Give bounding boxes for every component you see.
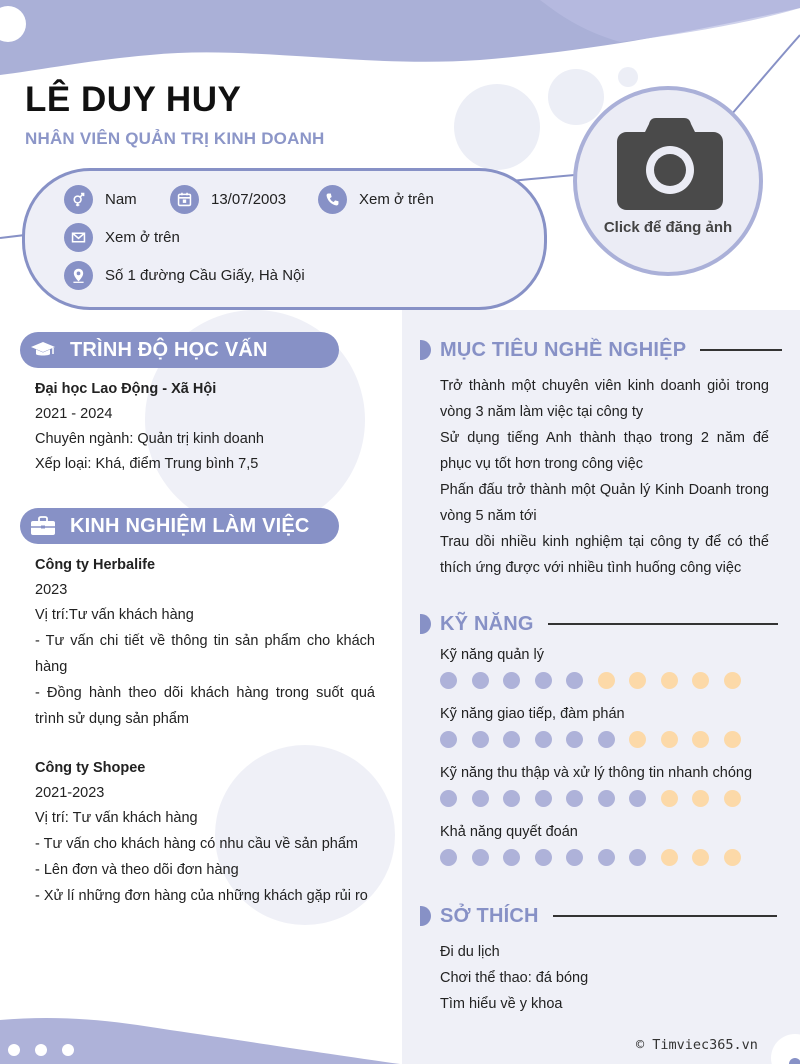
skill-dot-filled	[629, 790, 646, 807]
hobby-item: Đi du lịch	[440, 944, 500, 960]
skill-dot-filled	[598, 790, 615, 807]
hobbies-heading	[420, 901, 777, 931]
skill-dot-filled	[535, 790, 552, 807]
skill-name: Khả năng quyết đoán	[440, 824, 578, 840]
camera-icon	[615, 118, 725, 213]
skill-rating	[440, 731, 755, 748]
skill-name: Kỹ năng thu thập và xử lý thông tin nhanh chóng	[440, 765, 753, 781]
job-entry-shopee	[35, 756, 375, 909]
job-year: 2023	[35, 582, 68, 598]
skill-rating	[440, 672, 755, 689]
skill-dot-filled	[535, 672, 552, 689]
job-task: - Tư vấn cho khách hàng có nhu cầu về sản phẩm	[35, 836, 359, 852]
skill-dot-filled	[566, 731, 583, 748]
skill-dot-filled	[598, 731, 615, 748]
contact-address	[64, 261, 305, 290]
skill-dot-empty	[629, 672, 646, 689]
heading-marker	[420, 906, 431, 926]
job-task: - Xử lí những đơn hàng của những khách gặp rủi ro	[35, 888, 368, 904]
avatar-upload-label: Click để đăng ảnh	[603, 219, 733, 236]
skill-rating	[440, 790, 755, 807]
candidate-name: LÊ DUY HUY	[25, 80, 242, 119]
skill-dot-filled	[503, 849, 520, 866]
skill-rating	[440, 849, 755, 866]
email-value: Xem ở trên	[105, 229, 180, 246]
mail-icon	[64, 223, 93, 252]
skill-dot-filled	[472, 849, 489, 866]
skill-dot-empty	[724, 790, 741, 807]
skill-dot-empty	[661, 849, 678, 866]
skill-dot-filled	[472, 790, 489, 807]
skills-heading	[420, 609, 778, 639]
gender-value: Nam	[105, 191, 137, 208]
skill-dot-filled	[535, 849, 552, 866]
skill-dot-filled	[503, 790, 520, 807]
contact-phone	[318, 185, 434, 214]
objective-item: Trau dồi nhiều kinh nghiệm tại công ty để có thể thích ứng được với nhiều tình huống công việc	[440, 534, 769, 576]
candidate-job-title: NHÂN VIÊN QUẢN TRỊ KINH DOANH	[25, 129, 325, 148]
skill-dot-filled	[440, 849, 457, 866]
skill-dot-empty	[661, 790, 678, 807]
skill-dot-empty	[692, 790, 709, 807]
education-heading	[20, 332, 339, 368]
skill-dot-empty	[661, 731, 678, 748]
skill-name: Kỹ năng giao tiếp, đàm phán	[440, 706, 625, 722]
contact-gender	[64, 185, 137, 214]
experience-heading	[20, 508, 339, 544]
skill-dot-filled	[598, 849, 615, 866]
phone-value: Xem ở trên	[359, 191, 434, 208]
job-position: Vị trí: Tư vấn khách hàng	[35, 810, 198, 826]
skill-dot-filled	[503, 672, 520, 689]
education-years: 2021 - 2024	[35, 406, 113, 422]
job-entry-herbalife	[35, 553, 375, 732]
job-task: - Tư vấn chi tiết về thông tin sản phẩm cho khách hàng	[35, 633, 375, 675]
avatar-upload[interactable]	[573, 86, 763, 276]
objective-item: Sử dụng tiếng Anh thành thạo trong 2 năm để phục vụ tốt hơn trong công việc	[440, 430, 769, 472]
graduation-cap-icon	[30, 339, 56, 361]
skill-dot-empty	[598, 672, 615, 689]
skill-dot-filled	[566, 849, 583, 866]
education-heading-text: TRÌNH ĐỘ HỌC VẤN	[70, 338, 268, 361]
education-school: Đại học Lao Động - Xã Hội	[35, 381, 217, 397]
contact-dob	[170, 185, 286, 214]
heading-rule	[553, 915, 777, 917]
skill-dot-empty	[724, 672, 741, 689]
calendar-icon	[170, 185, 199, 214]
skill-dot-empty	[629, 731, 646, 748]
skill-dot-empty	[661, 672, 678, 689]
briefcase-icon	[30, 515, 56, 537]
skill-dot-empty	[724, 731, 741, 748]
address-value: Số 1 đường Cầu Giấy, Hà Nội	[105, 267, 305, 284]
education-major: Chuyên ngành: Quản trị kinh doanh	[35, 431, 264, 447]
job-year: 2021-2023	[35, 785, 105, 801]
phone-icon	[318, 185, 347, 214]
gender-icon	[64, 185, 93, 214]
objective-item: Phấn đấu trở thành một Quản lý Kinh Doanh trong vòng 5 năm tới	[440, 482, 769, 524]
skill-dot-empty	[692, 672, 709, 689]
skill-dot-filled	[440, 731, 457, 748]
location-icon	[64, 261, 93, 290]
objective-heading-text: MỤC TIÊU NGHỀ NGHIỆP	[440, 338, 687, 361]
heading-marker	[420, 340, 431, 360]
footer-credit: © Timviec365.vn	[636, 1037, 758, 1053]
job-task: - Đồng hành theo dõi khách hàng trong suốt quá trình sử dụng sản phẩm	[35, 685, 375, 727]
skill-dot-empty	[692, 731, 709, 748]
heading-rule	[548, 623, 778, 625]
objective-heading	[420, 335, 782, 365]
hobbies-heading-text: SỞ THÍCH	[440, 904, 539, 927]
skill-dot-empty	[692, 849, 709, 866]
skill-dot-filled	[566, 790, 583, 807]
heading-rule	[700, 349, 782, 351]
job-company: Công ty Herbalife	[35, 557, 156, 573]
skill-dot-filled	[472, 731, 489, 748]
hobby-item: Tìm hiểu về y khoa	[440, 996, 563, 1012]
hobby-item: Chơi thể thao: đá bóng	[440, 970, 589, 986]
skill-name: Kỹ năng quản lý	[440, 647, 544, 663]
job-task: - Lên đơn và theo dõi đơn hàng	[35, 862, 239, 878]
skill-dot-filled	[503, 731, 520, 748]
skill-dot-filled	[535, 731, 552, 748]
skills-heading-text: KỸ NĂNG	[440, 612, 534, 635]
dob-value: 13/07/2003	[211, 191, 287, 208]
job-company: Công ty Shopee	[35, 760, 146, 776]
education-grade: Xếp loại: Khá, điểm Trung bình 7,5	[35, 456, 259, 472]
heading-marker	[420, 614, 431, 634]
objective-list	[440, 373, 769, 581]
skill-dot-filled	[566, 672, 583, 689]
skill-dot-filled	[440, 672, 457, 689]
skill-dot-empty	[724, 849, 741, 866]
skill-dot-filled	[472, 672, 489, 689]
skill-dot-filled	[629, 849, 646, 866]
education-block	[35, 377, 375, 477]
experience-heading-text: KINH NGHIỆM LÀM VIỆC	[70, 514, 310, 537]
skill-dot-filled	[440, 790, 457, 807]
contact-email	[64, 223, 180, 252]
objective-item: Trở thành một chuyên viên kinh doanh giỏi trong vòng 3 năm làm việc tại công ty	[440, 378, 769, 420]
job-position: Vị trí:Tư vấn khách hàng	[35, 607, 194, 623]
